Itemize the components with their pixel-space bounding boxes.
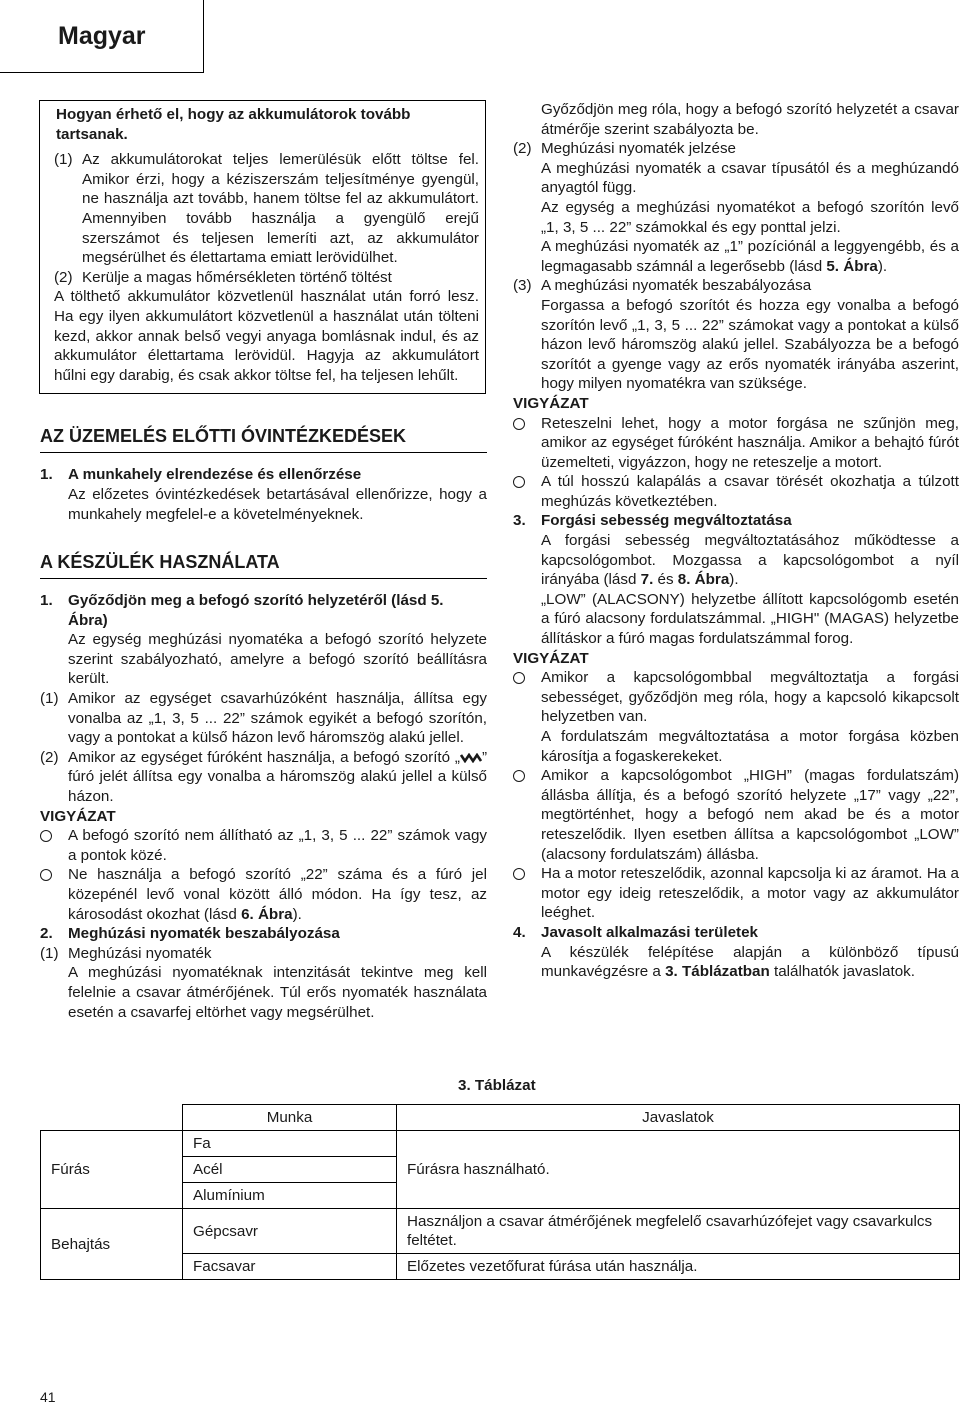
torque-heading: Meghúzási nyomaték beszabályozása [68,925,340,943]
speed-text-2: „LOW” (ALACSONY) helyzetbe állított kapcsológomb esetén a fúró alacsony fordulatszámmal. „HIGH" (MAGAS) helyzetbe állításkor a fúró magas fordulatszámmal forog. [541,590,959,648]
work-machine-screw: Gépcsavr [183,1209,397,1254]
section-usage [40,550,487,1022]
applications-item [513,923,959,943]
right-intro-text: Győződjön meg róla, hogy a befogó szorító helyzetét a csavar átmérője szerint szabályozta be. [541,101,959,138]
caution-item-4 [513,472,959,511]
table-row [41,1209,960,1254]
clutch-heading: Győződjön meg a befogó szorító helyzetéről (lásd 5. Ábra) [68,592,444,629]
clutch-sub-2-text-b: ” fúró jelét állítsa egy vonalba a háromszög alakú jellel a külső házon. [68,748,487,806]
circle-bullet-icon [513,476,525,488]
caution-item-2-text-a: Ne használja a befogó szorító „22” száma és a fúró jel közepénél levő vonal között álló módon. Ha így tesz, az károsodást okozhat (lásd [68,866,487,923]
right-column [513,100,959,982]
caution-item-1-text: A befogó szorító nem állítható az „1, 3, 5 ... 22” számok vagy a pontok közé. [68,827,487,864]
torque-indication-text-2: Az egység a meghúzási nyomatékot a befogó szorítón levő „1, 3, 5 ... 22” számokkal és egy ponttal jelzi. [541,198,959,236]
applications-heading: Javasolt alkalmazási területek [541,923,758,941]
torque-indication-figure-ref: 5. Ábra [826,257,878,275]
language-label: Magyar [58,22,146,50]
clutch-number: 1. [40,592,53,610]
torque-indication-text-3 [513,237,959,276]
usage-heading: A KÉSZÜLÉK HASZNÁLATA [40,550,487,579]
caution-item-5 [513,668,959,727]
torque-indication-text-1: A meghúzási nyomaték a csavar típusától és a meghúzandó anyagtól függ. [541,159,959,197]
page-number: 41 [40,1389,56,1405]
caution-item-7 [513,864,959,923]
caution-item-6 [513,766,959,864]
work-aluminium: Alumínium [183,1183,397,1209]
clutch-sub-1-text: Amikor az egységet csavarhúzóként használja, állítsa egy vonalba az „1, 3, 5 ... 22” számok egyikét a befogó szorítón, vagy a pontokat a külső házon levő háromszög alakú jellel. [68,690,487,747]
tip-1-text: Az akkumulátorokat teljes lemerülésük előtt töltse fel. Amikor érzi, hogy a kéziszerszám teljesítménye gyengül, ne használja azt tovább, hanem töltse fel az akkumulátort. Amennyiben tovább használja a gyengülő erejű szerszámot és teljesen lemeríti azt, az akkumulátor megsérülhet és élettartama emiatt lerövidülhet. [82,151,479,267]
speed-text-1c: és [653,571,678,589]
work-wood-screw: Facsavar [183,1254,397,1280]
table-header-row [41,1105,960,1131]
applications-text-c: találhatók javaslatok. [769,963,915,981]
circle-bullet-icon [513,770,525,782]
speed-text-1a: A forgási sebesség megváltoztatásához működtesse a kapcsológombot. Mozgassa a kapcsológombot a nyíl irányába (lásd [541,532,959,589]
torque-adjust-heading: A meghúzási nyomaték beszabályozása [541,277,812,295]
caution-item-2-text-c: ). [292,905,302,923]
torque-indication-number: (2) [513,140,532,158]
work-steel: Acél [183,1157,397,1183]
clutch-sub-2-number: (2) [40,748,59,766]
applications-text-a: A készülék felépítése alapján a különböző típusú munkavégzésre a [541,943,959,981]
clutch-sub-2-text [68,748,487,807]
workplace-heading: A munkahely elrendezése és ellenőrzése [68,466,362,484]
caution-item-5-text-b: A fordulatszám megváltoztatása a motor forgása közben károsítja a fogaskerekeket. [541,728,959,765]
rec-drilling: Fúrásra használható. [397,1131,960,1209]
applications-number: 4. [513,923,526,941]
applications-table-ref: 3. Táblázatban [665,963,770,981]
circle-bullet-icon [513,418,525,430]
header-recommendations: Javaslatok [397,1105,960,1131]
torque-sub-1 [40,944,487,964]
torque-sub-1-text: A meghúzási nyomatéknak intenzitását tekintve meg kell felelnie a csavar átmérőjének. Túl erős nyomaték használata esetén a csavarfej eltörhet vagy megsérülhet. [68,964,487,1021]
category-driving: Behajtás [41,1209,183,1280]
rec-wood-screw: Előzetes vezetőfurat fúrása után használja. [397,1254,960,1280]
battery-tips-title: Hogyan érhető el, hogy az akkumulátorok tovább tartsanak. [56,106,411,143]
clutch-item [40,591,487,630]
tip-2-number: (2) [54,268,73,286]
speed-item [513,511,959,531]
speed-heading: Forgási sebesség megváltoztatása [541,512,792,530]
workplace-number: 1. [40,466,53,484]
caution-item-2 [40,865,487,924]
workplace-text: Az előzetes óvintézkedések betartásával ellenőrizze, hogy a munkahely megfelel-e a követelményeknek. [68,485,487,523]
speed-text-1 [513,531,959,590]
caution-item-4-text: A túl hosszú kalapálás a csavar törését okozhatja a túlzott meghúzás következtében. [541,473,959,510]
torque-sub-1-heading: Meghúzási nyomaték [68,944,212,962]
category-drilling: Fúrás [41,1131,183,1209]
table-title: 3. Táblázat [458,1077,536,1094]
torque-indication-item [513,139,959,159]
torque-adjust-number: (3) [513,277,532,295]
tip-2-text: A tölthető akkumulátor közvetlenül használat után forró lesz. Ha egy ilyen akkumulátort közvetlenül a használat után tölteni kezd, akkor annak belső vegyi anyaga bomlásnak indul, és az akkumulátor élettartama lerövidül. Hagyja az akkumulátort hűlni egy darabig, és csak akkor töltse fel, ha teljesen lehűlt. [54,288,479,384]
torque-indication-text-3c: ). [877,257,888,275]
torque-item [40,924,487,944]
workplace-item [40,465,487,485]
torque-sub-1-number: (1) [40,944,59,962]
rec-machine-screw: Használjon a csavar átmérőjének megfelelő csavarhúzófejet vagy csavarkulcs feltétet. [397,1209,960,1254]
header-work: Munka [183,1105,397,1131]
applications-text [513,943,959,982]
clutch-sub-1-number: (1) [40,690,59,708]
speed-figure-ref-7: 7. [640,571,654,589]
torque-adjust-text: Forgassa a befogó szorítót és hozza egy vonalba a befogó szorítón levő „1, 3, 5 ... 22” számokat vagy a pontokat a külső házon levő háromszög alakú jellel. Szabályozza be a befogó szorítót a gyenge vagy az erős nyomaték irányába aszerint, hogy milyen nyomatékra van szüksége. [541,296,959,393]
applications-table [40,1104,960,1280]
circle-bullet-icon [40,830,52,842]
circle-bullet-icon [40,869,52,881]
caution-item-1 [40,826,487,865]
drill-icon [460,753,482,763]
circle-bullet-icon [513,672,525,684]
speed-number: 3. [513,512,526,530]
torque-indication-text-3a: A meghúzási nyomaték az „1” pozíciónál a leggyengébb, és a legmagasabb számnál a legerősebb (lásd [541,238,959,275]
caution-item-7-text: Ha a motor reteszelődik, azonnal kapcsolja ki az áramot. Ha a motor egy ideig reteszelődik, a motor vagy az akkumulátor leéghet. [541,865,959,922]
table-row [41,1131,960,1157]
clutch-sub-2-text-a: Amikor az egységet fúróként használja, a befogó szorító „ [68,748,460,766]
torque-adjust-item [513,276,959,296]
battery-tip-1 [54,150,479,268]
tip-1-number: (1) [54,151,73,169]
clutch-sub-1 [40,689,487,748]
speed-text-1e: ). [729,571,739,589]
clutch-text: Az egység meghúzási nyomatéka a befogó szorító helyzete szerint szabályozható, amelyre a befogó szorító beállításra került. [68,631,487,688]
caution-label-2: VIGYÁZAT [513,394,589,412]
caution-item-3-text: Reteszelni lehet, hogy a motor forgása ne szűnjön meg, amikor az egységet fúróként használja. Amikor a behajtó fúrót üzemelteti, vigyázzon, hogy ne reteszelje a motort. [541,414,959,471]
left-column [40,100,487,1022]
caution-item-3 [513,414,959,473]
battery-tip-2 [54,268,479,288]
caution-label-3: VIGYÁZAT [513,649,589,667]
caution-item-2-figure-ref: 6. Ábra [241,905,293,923]
battery-tips-box [39,100,486,394]
torque-number: 2. [40,925,53,943]
speed-figure-ref-8: 8. Ábra [677,571,730,589]
caution-item-5-text: Amikor a kapcsológombbal megváltoztatja a forgási sebességet, győződjön meg róla, hogy a kapcsoló kikapcsolt helyzetben van. [541,669,959,726]
circle-bullet-icon [513,868,525,880]
language-tab [0,0,204,73]
section-precautions [40,424,487,524]
work-wood: Fa [183,1131,397,1157]
clutch-sub-2 [40,748,487,807]
tip-2-heading: Kerülje a magas hőmérsékleten történő töltést [82,268,392,286]
caution-label-1: VIGYÁZAT [40,807,116,825]
precautions-heading: AZ ÜZEMELÉS ELŐTTI ÓVINTÉZKEDÉSEK [40,424,487,453]
torque-indication-heading: Meghúzási nyomaték jelzése [541,140,737,158]
caution-item-6-text: Amikor a kapcsológombot „HIGH” (magas fordulatszám) állásba állítja, és a befogó szorító helyzete „17” vagy „22”, megtörténhet, hogy a befogó nem akad be és a motor reteszelődik. Ilyen esetben állítsa a kapcsológombot „LOW” (alacsony fordulatszám) állásba. [541,767,959,863]
caution-item-2-text [68,865,487,924]
